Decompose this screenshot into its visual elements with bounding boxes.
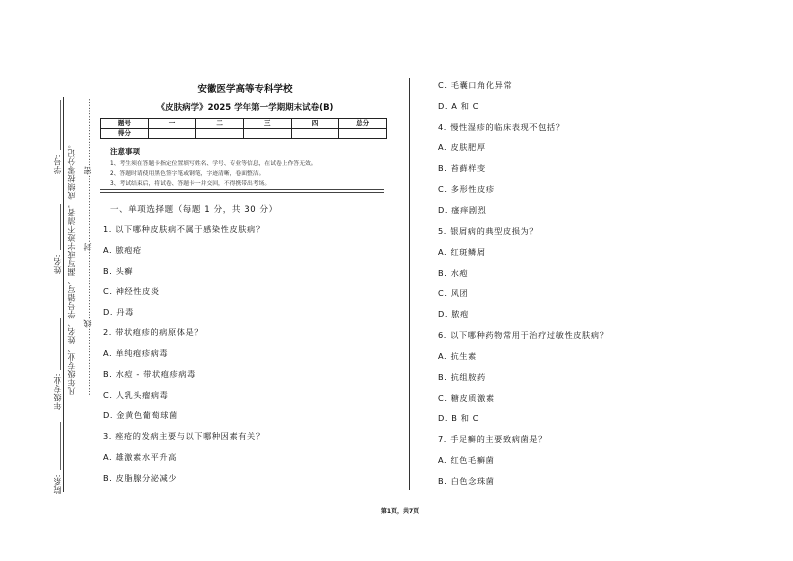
score-cell: 题号 [101, 119, 149, 129]
question-stem: 2. 带状疱疹的病原体是？ [103, 327, 204, 337]
question-option: D. B 和 C [438, 413, 480, 423]
question-stem: 1. 以下哪种皮肤病不属于感染性皮肤病？ [103, 224, 265, 234]
question-option: C. 风团 [438, 288, 469, 298]
major-field[interactable] [60, 318, 61, 370]
question-option: C. 神经性皮炎 [103, 286, 160, 296]
exam-title: 《皮肤病学》2025 学年第一学期期末试卷(B) [156, 103, 334, 113]
score-cell: 一 [148, 119, 196, 129]
name-field[interactable] [60, 204, 61, 250]
question-option: B. 皮脂腺分泌减少 [103, 473, 178, 483]
question-option: C. 人乳头瘤病毒 [103, 390, 169, 400]
question-option: B. 水痘 - 带状疱疹病毒 [103, 369, 196, 379]
dept-label: 院系: [53, 474, 62, 495]
question-stem: 7. 手足癣的主要致病菌是？ [438, 434, 547, 444]
question-option: A. 单纯疱疹病毒 [103, 348, 169, 358]
score-cell [291, 129, 339, 139]
score-table-score-row [101, 129, 387, 139]
question-option: B. 头癣 [103, 266, 134, 276]
question-option: C. 多形性皮疹 [438, 184, 495, 194]
question-option: B. 苔藓样变 [438, 163, 486, 173]
score-cell [243, 129, 291, 139]
question-option: B. 白色念珠菌 [438, 476, 495, 486]
major-label: 年级专业: [53, 373, 62, 411]
score-cell: 四 [291, 119, 339, 129]
score-cell: 总分 [339, 119, 387, 129]
question-option: A. 雄激素水平升高 [103, 452, 177, 462]
question-option: D. 脓疱 [438, 309, 469, 319]
page-number: 第1页，共7页 [380, 508, 420, 515]
dept-field[interactable] [60, 422, 61, 470]
question-stem: 3. 痤疮的发病主要与以下哪种因素有关？ [103, 431, 265, 441]
school-name: 安徽医学高等专科学校 [197, 84, 293, 95]
student-id-field[interactable] [60, 100, 61, 150]
question-option: A. 红斑鳞屑 [438, 247, 486, 257]
score-table-header-row [101, 119, 387, 129]
question-option: B. 水疱 [438, 268, 469, 278]
notice-title: 注意事项 [110, 147, 140, 156]
question-option: A. 皮肤肥厚 [438, 142, 486, 152]
notice-item: 2、答题时请使用黑色签字笔或钢笔，字迹清晰，卷面整洁。 [110, 171, 265, 177]
notice-item: 3、考试结束后，将试卷、答题卡一并交回，不得携带出考场。 [110, 181, 271, 187]
name-label: 姓名: [53, 254, 62, 275]
binding-note-text: 凡年级专业、姓名、学号错写、漏写或字迹不清者，成绩按零分记。 [67, 140, 76, 395]
seal-line-text: ……………………线……………………封……………………密…………………… [83, 98, 92, 396]
score-table [100, 118, 387, 139]
score-cell: 得分 [101, 129, 149, 139]
score-cell [148, 129, 196, 139]
binding-strip-line [63, 97, 64, 492]
notice-item: 1、考生须在答题卡指定位置填写姓名、学号、专业等信息，在试卷上作答无效。 [110, 161, 317, 167]
score-cell: 三 [243, 119, 291, 129]
question-stem: 6. 以下哪种药物常用于治疗过敏性皮肤病？ [438, 330, 609, 340]
question-option: D. 金黄色葡萄球菌 [103, 410, 178, 420]
score-cell [339, 129, 387, 139]
score-cell: 二 [196, 119, 244, 129]
score-cell [196, 129, 244, 139]
divider [100, 192, 384, 193]
question-option: D. 瘙痒剧烈 [438, 205, 487, 215]
question-option: A. 脓疱疮 [103, 245, 142, 255]
question-option: A. 抗生素 [438, 351, 477, 361]
column-divider [409, 78, 410, 490]
question-option: A. 红色毛癣菌 [438, 455, 495, 465]
question-stem: 5. 银屑病的典型皮损为？ [438, 226, 539, 236]
question-option: C. 糖皮质激素 [438, 393, 495, 403]
section-title: 一、单项选择题（每题 1 分，共 30 分） [110, 205, 278, 215]
question-option: D. A 和 C [438, 101, 480, 111]
divider [100, 189, 384, 190]
question-stem: 4. 慢性湿疹的临床表现不包括？ [438, 122, 565, 132]
question-option: B. 抗组胺药 [438, 372, 486, 382]
question-option: D. 丹毒 [103, 307, 134, 317]
question-option: C. 毛囊口角化异常 [438, 80, 513, 90]
student-id-label: 学号: [53, 154, 62, 175]
